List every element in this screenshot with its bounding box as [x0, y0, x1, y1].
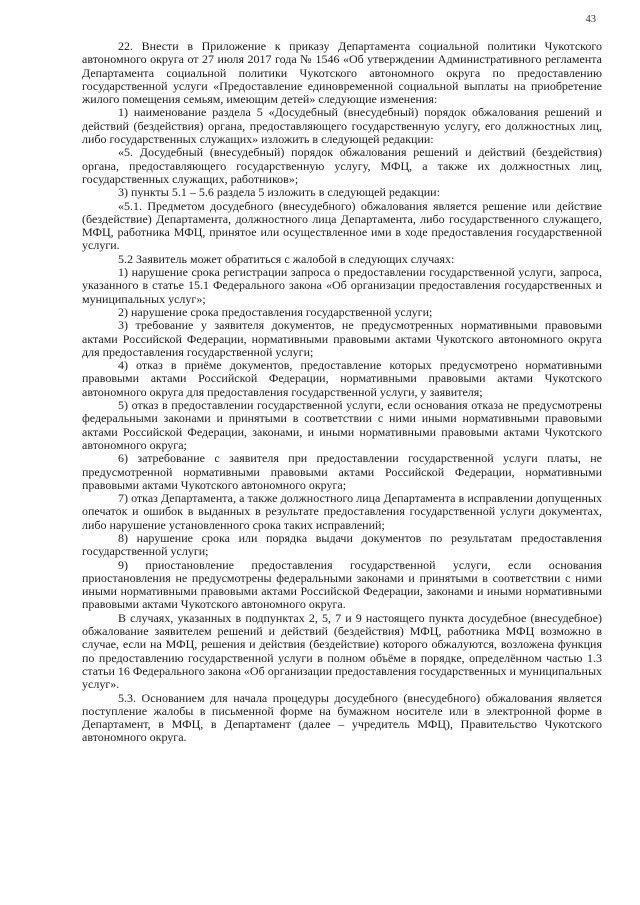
paragraph-section-5-title: «5. Досудебный (внесудебный) порядок обжалования решений и действий (бездействия) органа, предоставляющего государственную услугу, МФЦ, а также их должностных лиц, государственных служащих, работников»;: [82, 145, 602, 186]
list-item-8: 8) нарушение срока или порядка выдачи документов по результатам предоставления государственной услуги;: [82, 530, 602, 559]
list-item-1: 1) нарушение срока регистрации запроса о предоставлении государственной услуги, запроса, указанного в статье 15.1 Федерального закона «Об организации предоставления государственных и муниципальных услуг»;: [82, 265, 602, 306]
paragraph-5-3: 5.3. Основанием для начала процедуры досудебного (внесудебного) обжалования является поступление жалобы в письменной форме на бумажном носителе или в электронной форме в Департамент, в МФЦ, в Департамент (далее – учредитель МФЦ), Правительство Чукотского автономного округа.: [82, 690, 602, 745]
paragraph-subitem-3: 3) пункты 5.1 – 5.6 раздела 5 изложить в следующей редакции:: [118, 185, 440, 200]
page-number: 43: [585, 14, 596, 25]
list-item-7: 7) отказ Департамента, а также должностного лица Департамента в исправлении допущенных опечаток и ошибок в выданных в результате предоставления государственной услуги документах, либо нарушение установленного срока таких исправлений;: [82, 491, 602, 532]
list-item-4: 4) отказ в приёме документов, предоставление которых предусмотрено нормативными правовыми актами Российской Федерации, нормативными правовыми актами Чукотского автономного округа для предоставления государственной услуги, у заявителя;: [82, 358, 602, 399]
paragraph-5-1: «5.1. Предметом досудебного (внесудебного) обжалования является решение или действие (бездействие) Департамента, должностного лица Департамента, либо государственного служащего, МФЦ, работника МФЦ, принятое или осуществленное ими в ходе предоставления государственной услуги.: [82, 198, 602, 253]
paragraph-subitem-1: 1) наименование раздела 5 «Досудебный (внесудебный) порядок обжалования решений и действий (бездействия) органа, предоставляющего государственную услугу, его должностных лиц, либо государственных служащих» изложить в следующей редакции:: [82, 105, 602, 147]
paragraph-5-2: 5.2 Заявитель может обратиться с жалобой в следующих случаях:: [118, 251, 455, 266]
list-item-9: 9) приостановление предоставления государственной услуги, если основания приостановления не предусмотрены федеральными законами и принятыми в соответствии с ними иными нормативными правовыми актами Российской Федерации, законами и иными нормативными правовыми актами Чукотского автономного округа.: [82, 557, 602, 612]
list-item-3: 3) требование у заявителя документов, не предусмотренных нормативными правовыми актами Российской Федерации, нормативными правовыми актами Чукотского автономного округа для предоставления государственной услуги;: [82, 318, 602, 359]
document-body: [82, 40, 602, 745]
list-item-5: 5) отказ в предоставлении государственной услуги, если основания отказа не предусмотрены федеральными законами и принятыми в соответствии с ними иными нормативными правовыми актами Российской Федерации, законами, и иными нормативными правовыми актами Чукотского автономного округа;: [82, 398, 602, 452]
paragraph-cases-note: В случаях, указанных в подпунктах 2, 5, 7 и 9 настоящего пункта досудебное (внесудебное) обжалование заявителем решений и действий (бездействия) МФЦ, работника МФЦ возможно в случае, если на МФЦ, решения и действия (бездействие) которого обжалуются, возложена функция по предоставлению государственной услуги в полном объёме в порядке, определённом частью 1.3 статьи 16 Федерального закона «Об организации предоставления государственных и муниципальных услуг».: [82, 610, 603, 692]
list-item-6: 6) затребование с заявителя при предоставлении государственной услуги платы, не предусмотренной нормативными правовыми актами Российской Федерации, нормативными правовыми актами Чукотского автономного округа;: [82, 451, 602, 492]
paragraph-item-22: 22. Внести в Приложение к приказу Департамента социальной политики Чукотского автономного округа от 27 июля 2017 года № 1546 «Об утверждении Административного регламента Департамента социальной политики Чукотского автономного округа по предоставлению государственной услуги «Предоставление единовременной социальной выплаты на приобретение жилого помещения семьям, имеющим детей» следующие изменения:: [82, 39, 602, 107]
list-item-2: 2) нарушение срока предоставления государственной услуги;: [118, 304, 433, 319]
